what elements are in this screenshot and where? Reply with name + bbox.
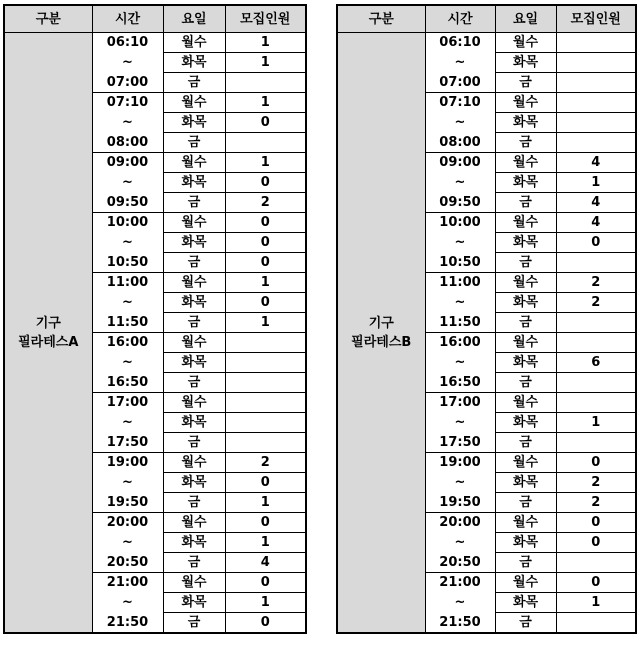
table-row	[4, 33, 306, 53]
day-cell: 월수	[163, 573, 225, 593]
day-cell: 월수	[495, 333, 556, 353]
capacity-cell	[556, 333, 636, 353]
time-cell: 10:00	[92, 213, 163, 233]
capacity-cell: 0	[225, 513, 306, 533]
time-cell: 19:00	[425, 453, 495, 473]
header-capacity: 모집인원	[556, 5, 636, 33]
time-cell: 07:00	[425, 73, 495, 93]
capacity-cell	[556, 393, 636, 413]
day-cell: 월수	[495, 273, 556, 293]
time-cell: 06:10	[92, 33, 163, 53]
time-cell: 16:00	[92, 333, 163, 353]
header-day: 요일	[163, 5, 225, 33]
day-cell: 월수	[163, 273, 225, 293]
capacity-cell: 0	[225, 173, 306, 193]
day-cell: 월수	[163, 213, 225, 233]
day-cell: 월수	[495, 393, 556, 413]
day-cell: 금	[495, 73, 556, 93]
day-cell: 화목	[163, 173, 225, 193]
capacity-cell: 0	[225, 293, 306, 313]
capacity-cell: 0	[556, 533, 636, 553]
time-cell: 16:50	[425, 373, 495, 393]
capacity-cell	[225, 73, 306, 93]
category-label: 기구	[35, 315, 61, 331]
capacity-cell: 0	[556, 513, 636, 533]
capacity-cell	[225, 393, 306, 413]
day-cell: 금	[163, 253, 225, 273]
time-cell: 20:00	[425, 513, 495, 533]
category-label: 필라테스A	[18, 334, 79, 350]
header-time: 시간	[92, 5, 163, 33]
capacity-cell	[225, 333, 306, 353]
time-cell: 09:00	[92, 153, 163, 173]
day-cell: 금	[163, 193, 225, 213]
capacity-cell	[556, 73, 636, 93]
category-label: 필라테스B	[351, 334, 412, 350]
time-cell: 11:50	[92, 313, 163, 333]
category-cell	[337, 33, 425, 634]
capacity-cell: 0	[225, 233, 306, 253]
table-body	[4, 33, 306, 634]
time-cell: 21:50	[425, 613, 495, 634]
time-cell: ~	[92, 593, 163, 613]
day-cell: 화목	[163, 353, 225, 373]
capacity-cell: 0	[556, 573, 636, 593]
capacity-cell	[556, 93, 636, 113]
capacity-cell	[225, 433, 306, 453]
time-cell: 07:10	[92, 93, 163, 113]
table-body	[337, 33, 636, 634]
day-cell: 월수	[495, 33, 556, 53]
day-cell: 화목	[163, 113, 225, 133]
capacity-cell: 2	[556, 473, 636, 493]
time-cell: 17:00	[92, 393, 163, 413]
day-cell: 금	[163, 553, 225, 573]
day-cell: 금	[495, 433, 556, 453]
time-cell: 07:10	[425, 93, 495, 113]
day-cell: 화목	[163, 293, 225, 313]
day-cell: 월수	[163, 153, 225, 173]
capacity-cell	[225, 413, 306, 433]
day-cell: 월수	[163, 33, 225, 53]
capacity-cell: 0	[225, 613, 306, 634]
day-cell: 금	[163, 613, 225, 634]
capacity-cell: 0	[225, 253, 306, 273]
time-cell: 17:00	[425, 393, 495, 413]
capacity-cell: 1	[225, 313, 306, 333]
time-cell: 16:50	[92, 373, 163, 393]
day-cell: 화목	[495, 533, 556, 553]
day-cell: 화목	[163, 593, 225, 613]
capacity-cell: 1	[556, 413, 636, 433]
table-header	[4, 5, 306, 33]
day-cell: 월수	[495, 93, 556, 113]
time-cell: ~	[425, 53, 495, 73]
capacity-cell: 1	[225, 533, 306, 553]
time-cell: 11:00	[92, 273, 163, 293]
capacity-cell	[225, 353, 306, 373]
table-header	[337, 5, 636, 33]
capacity-cell: 2	[225, 453, 306, 473]
capacity-cell	[556, 373, 636, 393]
time-cell: ~	[92, 113, 163, 133]
category-cell	[4, 33, 92, 634]
capacity-cell: 2	[556, 493, 636, 513]
time-cell: ~	[425, 353, 495, 373]
day-cell: 화목	[495, 53, 556, 73]
day-cell: 월수	[163, 393, 225, 413]
capacity-cell: 1	[225, 33, 306, 53]
capacity-cell: 2	[556, 293, 636, 313]
capacity-cell	[556, 133, 636, 153]
time-cell: 20:00	[92, 513, 163, 533]
time-cell: 21:50	[92, 613, 163, 634]
capacity-cell: 1	[225, 153, 306, 173]
capacity-cell: 0	[556, 453, 636, 473]
day-cell: 금	[163, 493, 225, 513]
capacity-cell: 1	[225, 273, 306, 293]
day-cell: 금	[495, 493, 556, 513]
capacity-cell: 0	[225, 473, 306, 493]
capacity-cell	[225, 133, 306, 153]
day-cell: 금	[495, 553, 556, 573]
capacity-cell: 0	[225, 113, 306, 133]
capacity-cell: 1	[556, 593, 636, 613]
time-cell: ~	[92, 353, 163, 373]
time-cell: 06:10	[425, 33, 495, 53]
time-cell: ~	[425, 173, 495, 193]
capacity-cell: 4	[556, 213, 636, 233]
day-cell: 월수	[163, 333, 225, 353]
time-cell: ~	[425, 533, 495, 553]
time-cell: ~	[425, 413, 495, 433]
day-cell: 화목	[163, 533, 225, 553]
day-cell: 월수	[495, 213, 556, 233]
capacity-cell	[556, 553, 636, 573]
capacity-cell: 6	[556, 353, 636, 373]
day-cell: 화목	[163, 413, 225, 433]
capacity-cell: 0	[225, 213, 306, 233]
time-cell: ~	[92, 473, 163, 493]
time-cell: 20:50	[92, 553, 163, 573]
header-time: 시간	[425, 5, 495, 33]
day-cell: 금	[163, 373, 225, 393]
time-cell: 17:50	[425, 433, 495, 453]
capacity-cell	[556, 313, 636, 333]
time-cell: 17:50	[92, 433, 163, 453]
time-cell: 10:50	[92, 253, 163, 273]
time-cell: 09:00	[425, 153, 495, 173]
time-cell: ~	[425, 233, 495, 253]
day-cell: 금	[163, 433, 225, 453]
table-row	[337, 33, 636, 53]
time-cell: ~	[425, 113, 495, 133]
time-cell: 16:00	[425, 333, 495, 353]
time-cell: 19:00	[92, 453, 163, 473]
capacity-cell: 2	[556, 273, 636, 293]
category-label: 기구	[368, 315, 394, 331]
time-cell: 09:50	[92, 193, 163, 213]
time-cell: 10:50	[425, 253, 495, 273]
capacity-cell	[556, 613, 636, 634]
capacity-cell: 1	[225, 93, 306, 113]
day-cell: 월수	[163, 513, 225, 533]
time-cell: 10:00	[425, 213, 495, 233]
day-cell: 금	[163, 73, 225, 93]
day-cell: 화목	[163, 53, 225, 73]
time-cell: ~	[92, 53, 163, 73]
time-cell: 19:50	[92, 493, 163, 513]
day-cell: 화목	[495, 113, 556, 133]
day-cell: 금	[495, 253, 556, 273]
schedule-table-b	[336, 4, 637, 634]
day-cell: 월수	[495, 153, 556, 173]
capacity-cell: 0	[225, 573, 306, 593]
day-cell: 화목	[495, 173, 556, 193]
time-cell: ~	[92, 533, 163, 553]
time-cell: 21:00	[425, 573, 495, 593]
day-cell: 금	[163, 313, 225, 333]
capacity-cell	[556, 53, 636, 73]
capacity-cell: 1	[225, 493, 306, 513]
capacity-cell	[556, 113, 636, 133]
time-cell: 08:00	[92, 133, 163, 153]
day-cell: 월수	[495, 573, 556, 593]
header-category: 구분	[4, 5, 92, 33]
schedule-table-a	[3, 4, 307, 634]
time-cell: ~	[425, 593, 495, 613]
day-cell: 화목	[495, 413, 556, 433]
time-cell: 21:00	[92, 573, 163, 593]
capacity-cell: 4	[556, 153, 636, 173]
capacity-cell	[556, 33, 636, 53]
capacity-cell	[225, 373, 306, 393]
day-cell: 금	[495, 613, 556, 634]
time-cell: 11:50	[425, 313, 495, 333]
time-cell: ~	[425, 473, 495, 493]
capacity-cell: 0	[556, 233, 636, 253]
capacity-cell: 1	[556, 173, 636, 193]
day-cell: 월수	[163, 453, 225, 473]
day-cell: 월수	[495, 513, 556, 533]
day-cell: 금	[163, 133, 225, 153]
time-cell: 08:00	[425, 133, 495, 153]
time-cell: 07:00	[92, 73, 163, 93]
day-cell: 화목	[163, 473, 225, 493]
day-cell: 화목	[495, 593, 556, 613]
day-cell: 화목	[495, 293, 556, 313]
time-cell: ~	[92, 173, 163, 193]
time-cell: 09:50	[425, 193, 495, 213]
time-cell: 20:50	[425, 553, 495, 573]
time-cell: ~	[92, 413, 163, 433]
header-category: 구분	[337, 5, 425, 33]
day-cell: 화목	[495, 233, 556, 253]
day-cell: 금	[495, 313, 556, 333]
capacity-cell: 1	[225, 53, 306, 73]
capacity-cell: 1	[225, 593, 306, 613]
day-cell: 금	[495, 373, 556, 393]
day-cell: 화목	[163, 233, 225, 253]
time-cell: 19:50	[425, 493, 495, 513]
capacity-cell: 4	[225, 553, 306, 573]
time-cell: 11:00	[425, 273, 495, 293]
day-cell: 화목	[495, 473, 556, 493]
capacity-cell: 2	[225, 193, 306, 213]
day-cell: 월수	[495, 453, 556, 473]
header-day: 요일	[495, 5, 556, 33]
day-cell: 월수	[163, 93, 225, 113]
capacity-cell	[556, 433, 636, 453]
header-capacity: 모집인원	[225, 5, 306, 33]
time-cell: ~	[92, 233, 163, 253]
time-cell: ~	[425, 293, 495, 313]
time-cell: ~	[92, 293, 163, 313]
day-cell: 화목	[495, 353, 556, 373]
day-cell: 금	[495, 133, 556, 153]
day-cell: 금	[495, 193, 556, 213]
capacity-cell: 4	[556, 193, 636, 213]
capacity-cell	[556, 253, 636, 273]
